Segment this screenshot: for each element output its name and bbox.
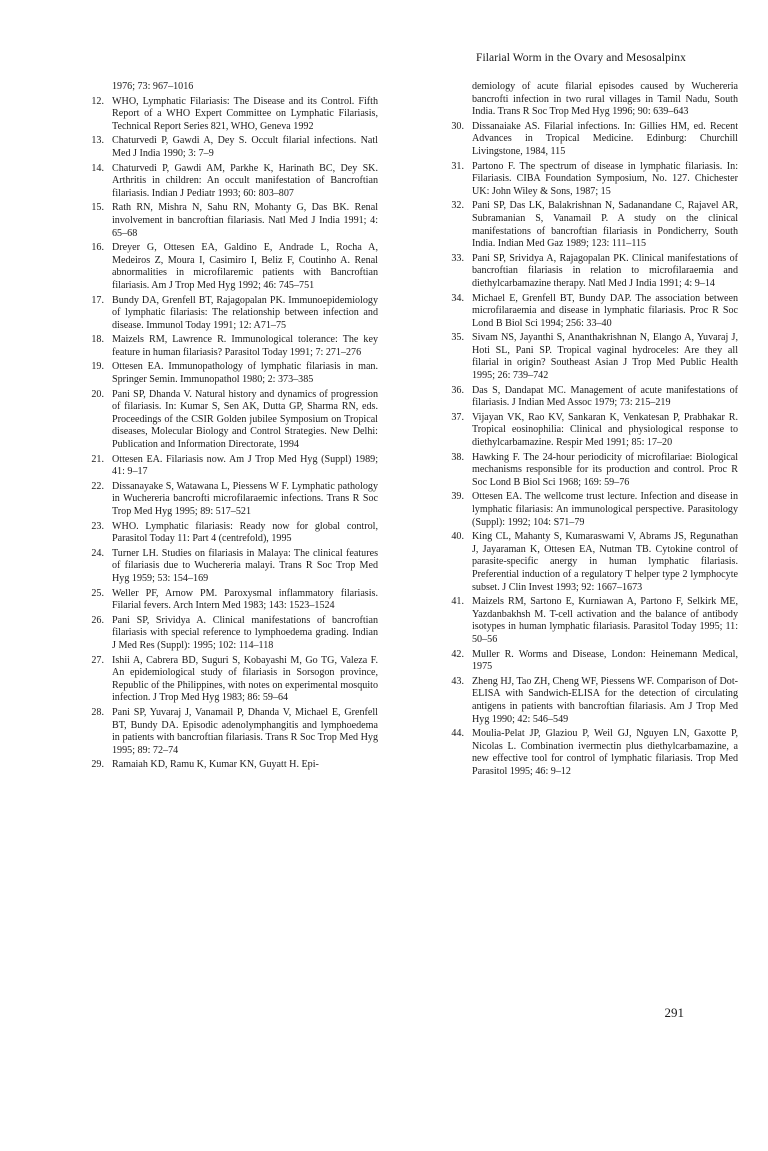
reference-number: 19.	[91, 361, 104, 373]
reference-item	[82, 295, 378, 333]
reference-item	[442, 728, 738, 778]
reference-number: 40.	[451, 531, 464, 543]
reference-number: 26.	[91, 614, 104, 626]
reference-item	[82, 454, 378, 479]
reference-text: Ramaiah KD, Ramu K, Kumar KN, Guyatt H. Epi-	[112, 759, 319, 771]
reference-item	[82, 81, 378, 94]
reference-text: Pani SP, Dhanda V. Natural history and dynamics of progression of filariasis. In: Kumar S, Sen AK, Dutta GP, Sharma RN, eds. Proceedings of the CSIR Golden jubilee Symposium on Tropical diseases, Molecular Biology and Control Strategies. New Delhi: Publication and Information Directorate, 1994	[112, 388, 378, 451]
reference-list-right	[442, 81, 738, 780]
reference-text: Muller R. Worms and Disease, London: Heinemann Medical, 1975	[472, 648, 738, 673]
reference-text: Maizels RM, Lawrence R. Immunological tolerance: The key feature in human filariasis? Parasitol Today 1991; 7: 271–276	[112, 334, 378, 358]
reference-text: Ishii A, Cabrera BD, Suguri S, Kobayashi M, Go TG, Valeza F. An epidemiological study of filariasis in Sorsogon province, Republic of the Philippines, with notes on experimental mosquito infection. J Trop Med Hyg 1983; 86: 59–64	[112, 654, 378, 704]
reference-item	[82, 655, 378, 705]
reference-text: Sivam NS, Jayanthi S, Ananthakrishnan N, Elango A, Yuvaraj J, Hoti SL, Pani SP. Tropical vaginal hydroceles: Are they all filarial in origin? Southeast Asian J Trop Med Public Health 1995; 26: 739–742	[472, 332, 738, 382]
reference-text: Dissanaiake AS. Filarial infections. In: Gillies HM, ed. Recent Advances in Tropical Medicine. Edinburg: Churchill Livingstone, 1984, 115	[472, 120, 738, 157]
reference-item	[82, 242, 378, 292]
reference-text: Maizels RM, Sartono E, Kurniawan A, Partono F, Selkirk ME, Yazdanbakhsh M. T-cell activation and the balance of antibody isotypes in human lymphatic filariasis. Parasitol Today 1995; 11: 50–56	[472, 596, 738, 645]
reference-number: 27.	[91, 654, 104, 666]
reference-item	[82, 389, 378, 452]
reference-text: WHO. Lymphatic filariasis: Ready now for global control, Parasitol Today 11: Part 4 (centrefold), 1995	[112, 520, 378, 545]
reference-item	[442, 253, 738, 291]
reference-number: 24.	[91, 547, 104, 559]
reference-text: demiology of acute filarial episodes caused by Wuchereria bancrofti infection in two rural villages in Tamil Nadu, South India. Trans R Soc Trop Med Hyg 1996; 90: 639–643	[472, 81, 738, 118]
reference-text: Zheng HJ, Tao ZH, Cheng WF, Piessens WF. Comparison of Dot-ELISA with Sandwich-ELISA for the detection of circulating antigens in patients with bancroftian filariasis. Am J Trop Med Hyg 1990; 42: 546–549	[472, 675, 738, 725]
reference-item	[442, 121, 738, 159]
running-head: Filarial Worm in the Ovary and Mesosalpinx	[475, 52, 686, 64]
reference-number: 31.	[451, 160, 464, 172]
reference-number: 28.	[91, 706, 104, 718]
reference-text: Dissanayake S, Watawana L, Piessens W F. Lymphatic pathology in Wuchereria bancrofti microfilaraemic infections. Trans R Soc Trop Med Hyg 1995; 89: 517–521	[112, 480, 378, 517]
reference-item	[82, 759, 378, 772]
reference-number: 14.	[91, 162, 104, 174]
reference-text: Pani SP, Srividya A, Rajagopalan PK. Clinical manifestations of bancroftian filariasis in relation to microfilaraemia and diethylcarbamazine therapy. Natl Med J India 1991; 4: 9–14	[472, 252, 738, 289]
reference-item	[442, 161, 738, 199]
reference-number: 41.	[451, 596, 464, 608]
reference-item	[442, 491, 738, 529]
reference-number: 38.	[451, 451, 464, 463]
reference-text: Michael E, Grenfell BT, Bundy DAP. The association between microfilaraemia and disease in lymphatic filariasis. Proc R Soc Lond B Biol Sci 1994; 256: 33–40	[472, 292, 738, 329]
reference-text: Ottesen EA. Immunopathology of lymphatic filariasis in man. Springer Semin. Immunopathol 1980; 2: 373–385	[112, 361, 378, 386]
reference-text: Dreyer G, Ottesen EA, Galdino E, Andrade L, Rocha A, Medeiros Z, Moura I, Casimiro I, Beliz F, Coutinho A. Renal abnormalities in microfilaremic patients with Bancroftian filariasis. Am J Trop Med Hyg 1992; 46: 745–751	[112, 242, 378, 291]
reference-item	[82, 202, 378, 240]
reference-text: WHO, Lymphatic Filariasis: The Disease and its Control. Fifth Report of a WHO Expert Committee on Lymphatic Filariasis, Technical Report Series 821, WHO, Geneva 1992	[112, 95, 378, 132]
reference-item	[442, 332, 738, 382]
reference-item	[82, 615, 378, 653]
reference-item	[442, 412, 738, 450]
reference-item	[82, 361, 378, 386]
reference-number: 21.	[91, 453, 104, 465]
reference-number: 30.	[451, 120, 464, 132]
reference-item	[442, 385, 738, 410]
reference-item	[442, 200, 738, 250]
reference-number: 12.	[91, 95, 104, 107]
reference-item	[442, 596, 738, 646]
reference-number: 32.	[451, 200, 464, 212]
reference-text: Rath RN, Mishra N, Sahu RN, Mohanty G, Das BK. Renal involvement in bancroftian filariasis. Natl Med J India 1991; 4: 65–68	[112, 202, 378, 239]
page-number: 291	[664, 1005, 684, 1020]
reference-number: 44.	[451, 728, 464, 740]
reference-text: Pani SP, Das LK, Balakrishnan N, Sadanandane C, Rajavel AR, Subramanian S, Vanamail P. A study on the clinical manifestations of bancroftian filariasis in Pondicherry, South India. Indian Med Gaz 1989; 123: 111–115	[472, 200, 738, 250]
reference-text: Turner LH. Studies on filariasis in Malaya: The clinical features of filariasis due to Wuchereria malayi. Trans R Soc Trop Med Hyg 1959; 53: 154–169	[112, 547, 378, 584]
reference-text: Pani SP, Yuvaraj J, Vanamail P, Dhanda V, Michael E, Grenfell BT, Bundy DA. Episodic adenolymphangitis and lymphoedema in patients with bancroftian filariasis. Trans R Soc Trop Med Hyg 1995; 89: 72–74	[112, 706, 378, 756]
reference-number: 17.	[91, 294, 104, 306]
reference-number: 18.	[91, 334, 104, 346]
reference-item	[82, 135, 378, 160]
reference-item	[82, 707, 378, 757]
reference-text: Chaturvedi P, Gawdi A, Dey S. Occult filarial infections. Natl Med J India 1990; 3: 7–9	[112, 135, 378, 159]
reference-number: 15.	[91, 202, 104, 214]
reference-number: 39.	[451, 491, 464, 503]
reference-list-left	[82, 81, 378, 774]
reference-item	[82, 521, 378, 546]
reference-text: Hawking F. The 24-hour periodicity of microfilariae: Biological mechanisms responsible for its production and control. Proc R Soc Lond B Biol Sci 1968; 169: 59–76	[472, 451, 738, 488]
reference-item	[82, 96, 378, 134]
reference-number: 33.	[451, 252, 464, 264]
reference-number: 36.	[451, 384, 464, 396]
reference-text: Moulia-Pelat JP, Glaziou P, Weil GJ, Nguyen LN, Gaxotte P, Nicolas L. Combination ivermectin plus diethylcarbamazine, a new effective tool for control of lymphatic filariasis. Trop Med Parasitol 1995; 46: 9–12	[472, 728, 738, 777]
reference-text: Bundy DA, Grenfell BT, Rajagopalan PK. Immunoepidemiology of lymphatic filariasis: The relationship between infection and disease. Immunol Today 1991; 12: A71–75	[112, 294, 378, 331]
reference-number: 13.	[91, 135, 104, 147]
reference-number: 42.	[451, 648, 464, 660]
reference-number: 16.	[91, 242, 104, 254]
reference-item	[442, 293, 738, 331]
reference-number: 22.	[91, 480, 104, 492]
reference-item	[442, 649, 738, 674]
reference-text: Pani SP, Srividya A. Clinical manifestations of bancroftian filariasis with special reference to lymphoedema grading. Indian J Med Res (Suppl): 1995; 102: 114–118	[112, 614, 378, 651]
reference-text: Weller PF, Arnow PM. Paroxysmal inflammatory filariasis. Filarial fevers. Arch Intern Med 1983; 143: 1523–1524	[112, 587, 378, 612]
reference-text: King CL, Mahanty S, Kumaraswami V, Abrams JS, Regunathan J, Jayaraman K, Ottesen EA, Nutman TB. Cytokine control of parasite-specific anergy in human lymphatic filariasis. Preferential induction of a regulatory T helper type 2 lymphocyte subset. J Clin Invest 1993; 92: 1667–1673	[472, 531, 738, 593]
reference-text: Chaturvedi P, Gawdi AM, Parkhe K, Harinath BC, Dey SK. Arthritis in children: An occult manifestation of Bancroftian filariasis. Indian J Pediatr 1993; 60: 803–807	[112, 162, 378, 199]
reference-text: Das S, Dandapat MC. Management of acute manifestations of filariasis. J Indian Med Assoc 1979; 73: 215–219	[472, 384, 738, 409]
reference-item	[442, 81, 738, 119]
reference-item	[82, 481, 378, 519]
reference-item	[442, 531, 738, 594]
reference-number: 23.	[91, 520, 104, 532]
reference-text: 1976; 73: 967–1016	[112, 81, 194, 92]
reference-item	[442, 676, 738, 726]
reference-number: 43.	[451, 675, 464, 687]
reference-text: Partono F. The spectrum of disease in lymphatic filariasis. In: Filariasis. CIBA Foundation Symposium, No. 127. Chichester UK: John Wiley & Sons, 1987; 15	[472, 160, 738, 197]
reference-number: 34.	[451, 292, 464, 304]
reference-text: Ottesen EA. The wellcome trust lecture. Infection and disease in lymphatic filariasis: An immunological perspective. Parasitology (Suppl): 1992; 104: S71–79	[472, 491, 738, 528]
reference-item	[442, 452, 738, 490]
reference-number: 37.	[451, 411, 464, 423]
reference-number: 29.	[91, 759, 104, 771]
reference-number: 25.	[91, 587, 104, 599]
reference-text: Ottesen EA. Filariasis now. Am J Trop Med Hyg (Suppl) 1989; 41: 9–17	[112, 453, 378, 478]
reference-text: Vijayan VK, Rao KV, Sankaran K, Venkatesan P, Prabhakar R. Tropical eosinophilia: Clinical and physiological response to diethylcarbamazine. Respir Med 1991; 85: 17–20	[472, 411, 738, 449]
reference-item	[82, 548, 378, 586]
reference-item	[82, 163, 378, 201]
reference-number: 35.	[451, 332, 464, 344]
reference-item	[82, 588, 378, 613]
reference-number: 20.	[91, 388, 104, 400]
reference-item	[82, 334, 378, 359]
